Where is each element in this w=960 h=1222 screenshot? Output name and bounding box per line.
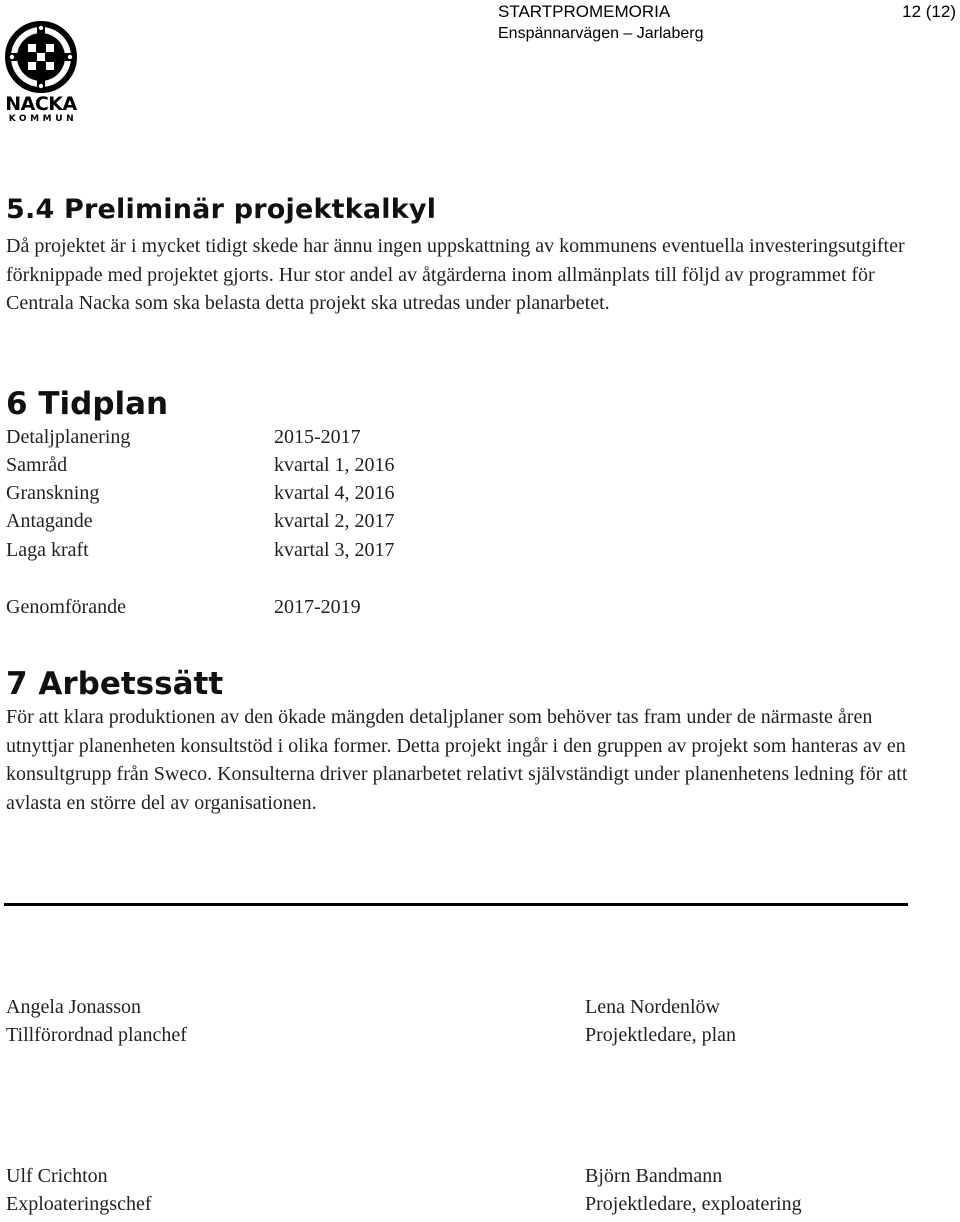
header-project: Enspännarvägen – Jarlaberg [498,25,704,42]
tidplan-label: Detaljplanering [6,426,131,448]
signature-title: Tillförordnad planchef [6,1024,187,1046]
kalkyl-paragraph: Då projektet är i mycket tidigt skede har ännu ingen uppskattning av kommunens eventuella investeringsutgifter förknippade med projektet gjorts. Hur stor andel av åtgärderna inom allmänplats till följd av programmet för Centrala Nacka som ska belasta detta projekt ska utredas under planarbetet. [6,235,905,314]
header-doc-type: STARTPROMEMORIA [498,2,671,21]
section-heading-arbetssatt: 7 Arbetssätt [6,666,224,702]
signature-block [585,993,736,1049]
arbetssatt-paragraph: För att klara produktionen av den ökade mängden detaljplaner som behöver tas fram under de närmaste åren utnyttjar planenheten konsultstöd i olika former. Detta projekt ingår i den gruppen av projekt som hanteras av en konsultgrupp från Sweco. Konsulterna driver planarbetet relativt självständigt under planenhetens ledning för att avlasta en större del av organisationen. [6,706,908,814]
signature-block [6,993,187,1049]
tidplan-label: Antagande [6,510,93,532]
header-page-number: 12 (12) [902,2,956,21]
logo-sub: KOMMUN [8,114,78,124]
signature-name: Björn Bandmann [585,1165,723,1187]
logo-name: NACKA [5,93,77,115]
signature-block [6,1162,152,1218]
signature-title: Exploateringschef [6,1193,152,1215]
nacka-kommun-logo [4,20,78,124]
tidplan-label: Samråd [6,454,68,476]
section-heading-kalkyl: 5.4 Preliminär projektkalkyl [6,194,437,225]
signature-divider [4,903,908,906]
tidplan-value: kvartal 1, 2016 [274,454,395,476]
tidplan-value: kvartal 4, 2016 [274,482,395,504]
signature-block [585,1162,802,1218]
tidplan-value: 2015-2017 [274,426,361,448]
signature-name: Ulf Crichton [6,1165,108,1187]
signature-name: Lena Nordenlöw [585,996,720,1018]
signature-name: Angela Jonasson [6,996,141,1018]
signature-title: Projektledare, exploatering [585,1193,802,1215]
signature-title: Projektledare, plan [585,1024,737,1046]
tidplan-value: 2017-2019 [274,596,361,618]
nacka-emblem-icon [4,20,78,94]
tidplan-label: Laga kraft [6,539,89,561]
tidplan-label: Genomförande [6,596,126,618]
section-heading-tidplan: 6 Tidplan [6,386,169,422]
tidplan-label: Granskning [6,482,100,504]
tidplan-value: kvartal 3, 2017 [274,539,395,561]
tidplan-value: kvartal 2, 2017 [274,510,395,532]
